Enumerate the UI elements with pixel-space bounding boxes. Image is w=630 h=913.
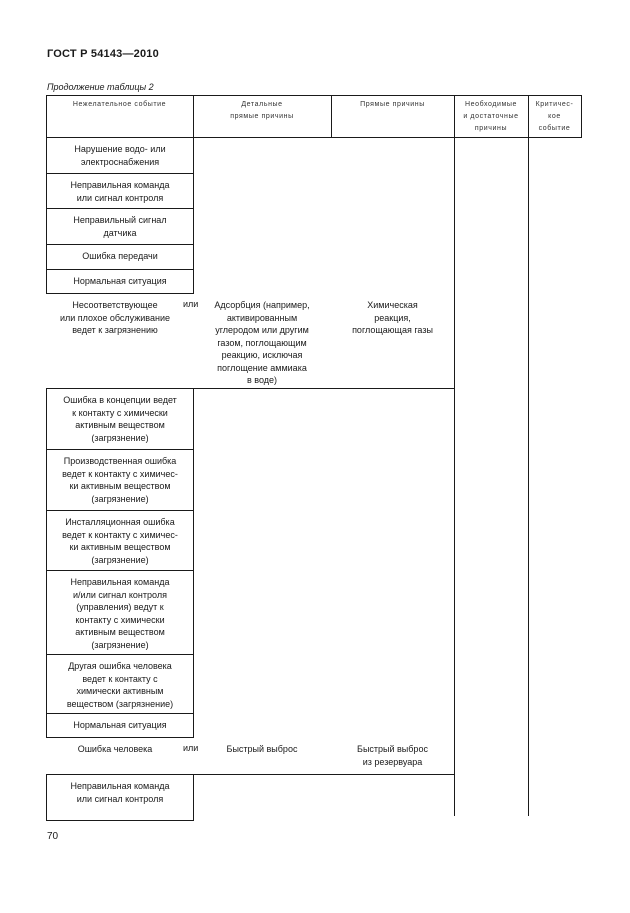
table-caption: Продолжение таблицы 2 xyxy=(47,82,154,92)
event-cell: Инсталляционная ошибка ведет к контакту с химичес- ки активным веществом (загрязнение) xyxy=(62,517,178,565)
col-header-direct-causes: Прямые причины xyxy=(360,101,425,108)
event-cell: Ошибка передачи xyxy=(82,251,158,261)
event-cell: Неправильная команда и/или сигнал контроля (управления) ведут к контакту с химически активным веществом (загрязнение) xyxy=(70,577,170,650)
contamination-event: Несоответствующее или плохое обслуживание ведет к загрязнению xyxy=(60,300,170,335)
col-header-necessary-causes: Необходимые и достаточные причины xyxy=(463,101,519,132)
col-header-event: Нежелательное событие xyxy=(72,101,167,108)
event-cell: Нормальная ситуация xyxy=(73,276,167,286)
event-cell: Производственная ошибка ведет к контакту с химичес- ки активным веществом (загрязнение) xyxy=(62,456,178,504)
event-cell: Неправильная команда или сигнал контроля xyxy=(70,781,170,804)
release-direct-cause: Быстрый выброс из резервуара xyxy=(357,744,428,767)
or-gate-label: или xyxy=(183,299,199,309)
release-detailed-cause: Быстрый выброс xyxy=(226,744,298,754)
col-header-critical-event: Критичес- кое событие xyxy=(535,101,574,132)
release-event: Ошибка человека xyxy=(77,744,153,754)
contamination-direct-cause: Химическая реакция, поглощающая газы xyxy=(352,300,433,335)
event-cell: Неправильная команда или сигнал контроля xyxy=(70,180,170,203)
event-cell: Другая ошибка человека ведет к контакту с химически активным веществом (загрязнение) xyxy=(66,661,174,709)
event-cell: Нормальная ситуация xyxy=(73,720,167,730)
col-header-detailed-causes: Детальные прямые причины xyxy=(230,101,294,120)
contamination-detailed-cause: Адсорбция (например, активированным углеродом или другим газом, поглощающим реакцию, исключая поглощение аммиака в воде) xyxy=(214,300,310,385)
or-gate-label: или xyxy=(183,743,199,753)
page-number: 70 xyxy=(47,831,59,842)
event-cell: Нарушение водо- или электроснабжения xyxy=(74,144,166,167)
event-cell: Неправильный сигнал датчика xyxy=(73,215,167,238)
document-code: ГОСТ Р 54143—2010 xyxy=(47,48,159,60)
event-cell: Ошибка в концепции ведет к контакту с химически активным веществом (загрязнение) xyxy=(63,395,177,443)
